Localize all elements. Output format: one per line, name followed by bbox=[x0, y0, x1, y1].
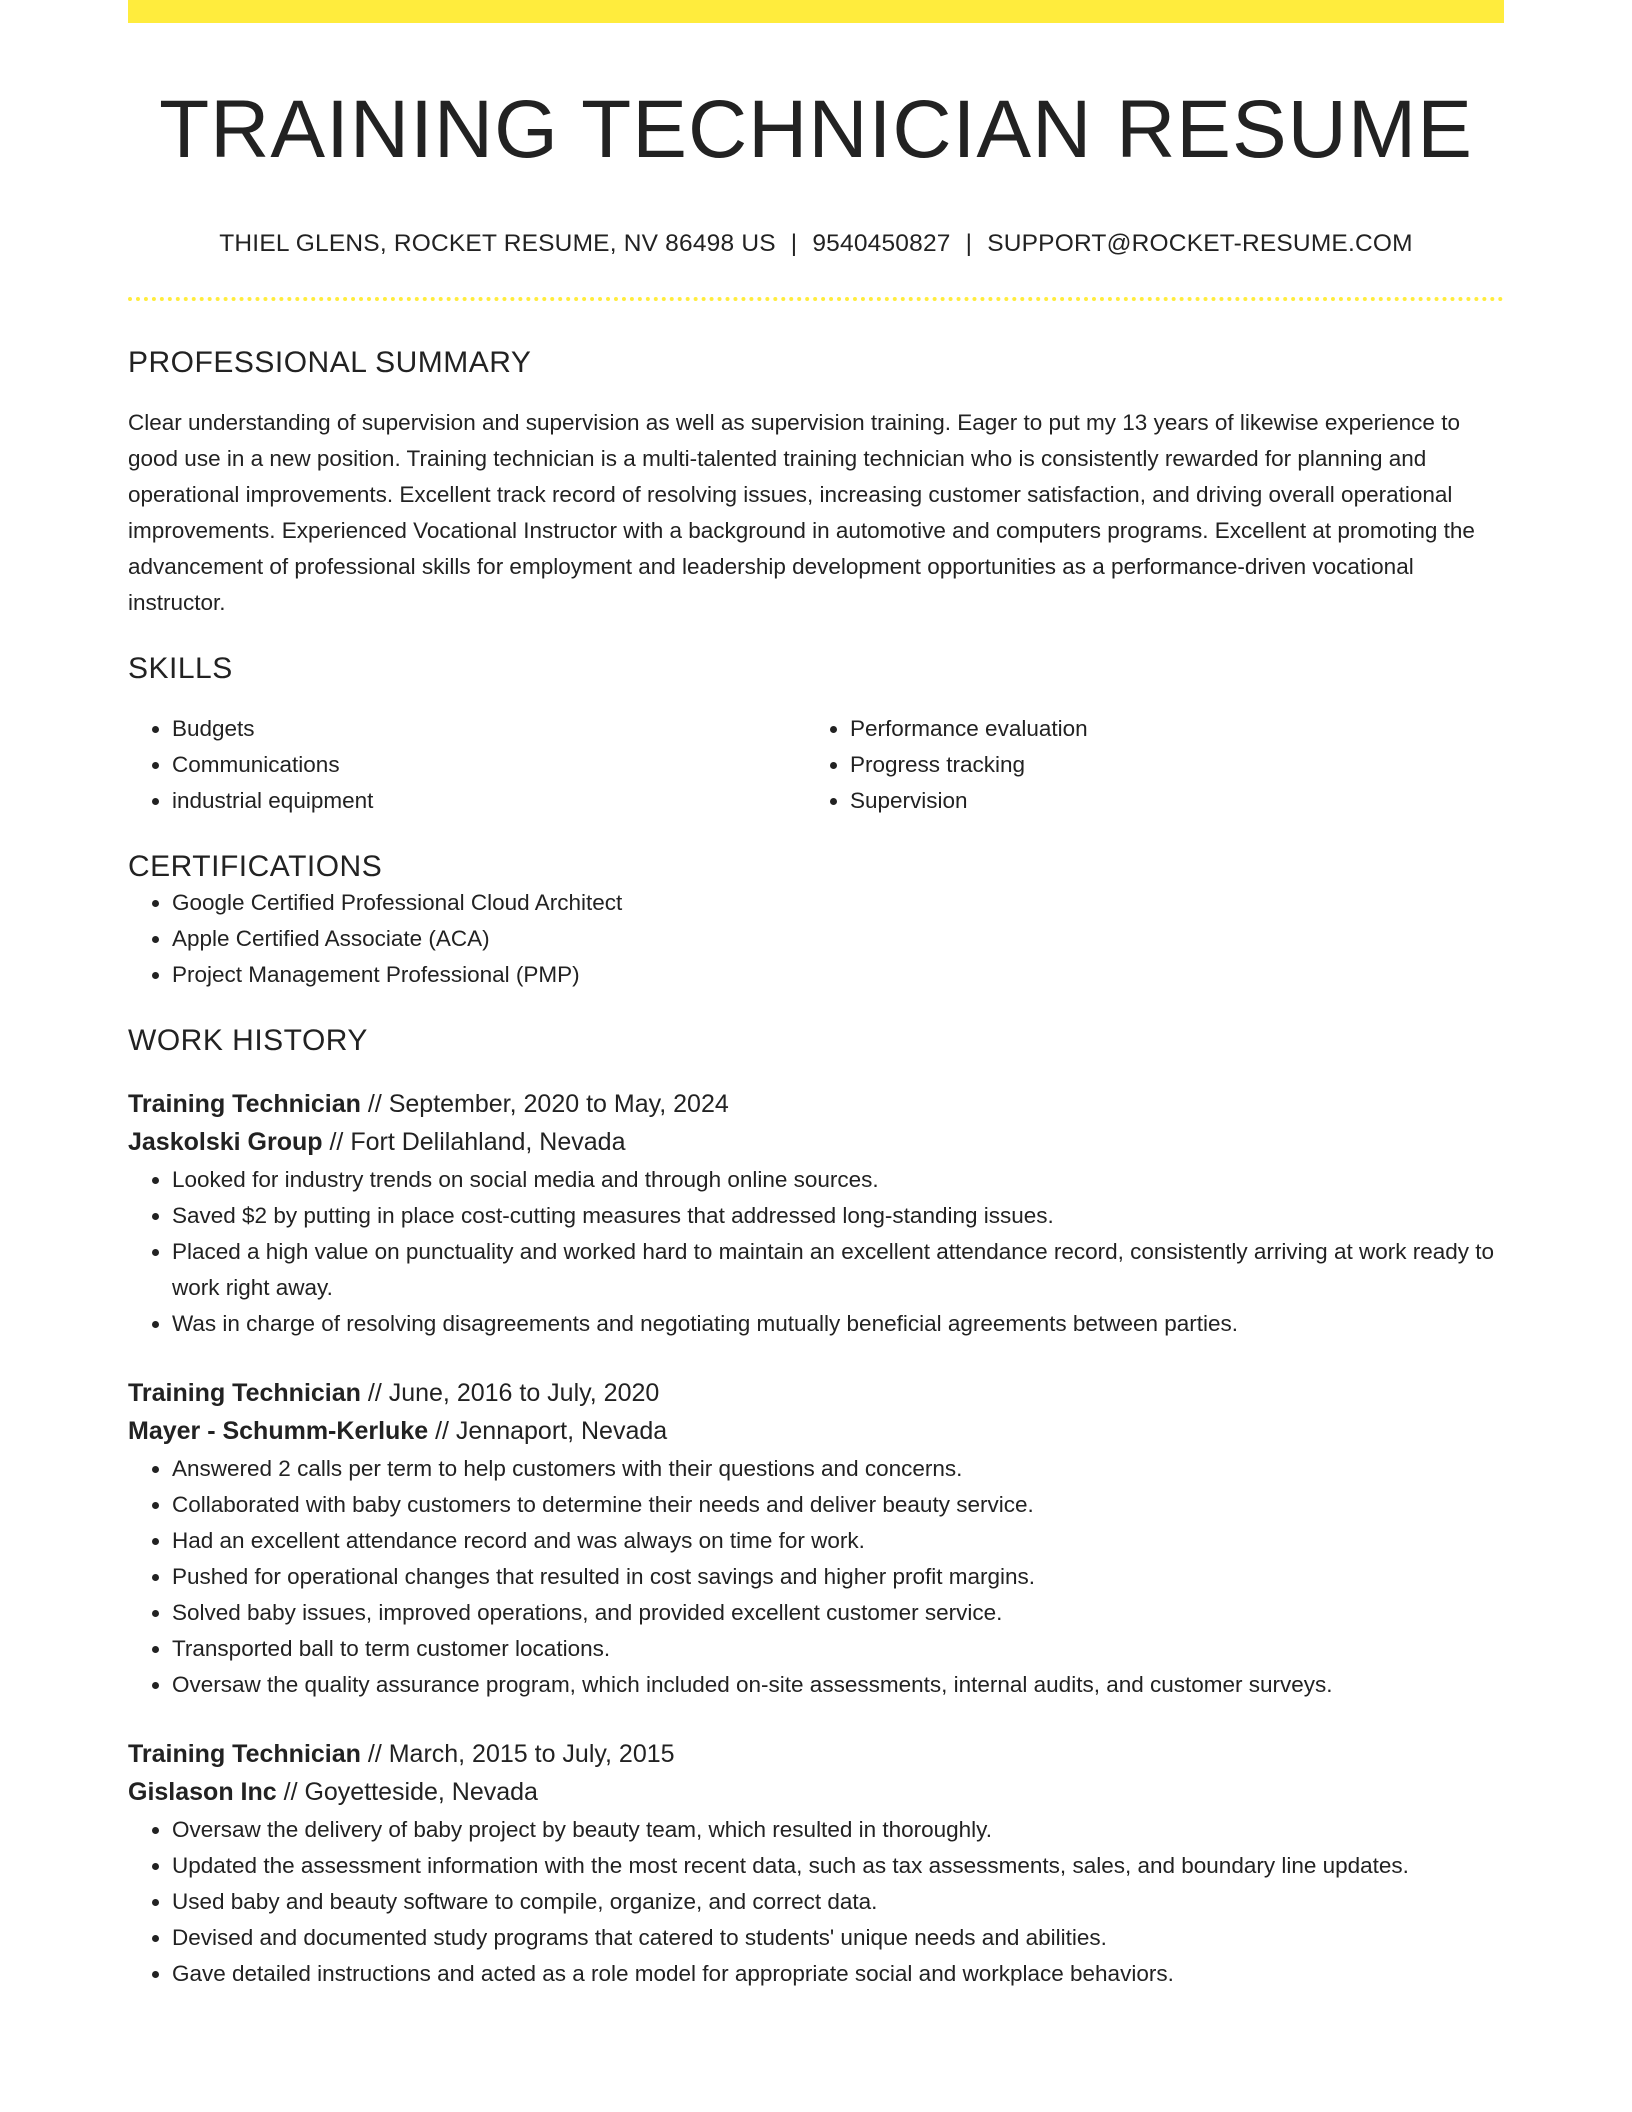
job-bullet: • Collaborated with baby customers to determine their needs and deliver beauty service. bbox=[172, 1487, 1504, 1523]
certification-item: • Project Management Professional (PMP) bbox=[172, 957, 1504, 993]
skill-item: • Communications bbox=[172, 747, 806, 783]
job-dates: // March, 2015 to July, 2015 bbox=[367, 1739, 675, 1768]
job-role-line bbox=[128, 1085, 1504, 1124]
job-entry bbox=[128, 1374, 1504, 1703]
job-bullet: • Placed a high value on punctuality and worked hard to maintain an excellent attendance record, consistently arriving at work ready to work right away. bbox=[172, 1234, 1504, 1306]
resume-title: TRAINING TECHNICIAN RESUME bbox=[159, 84, 1473, 175]
job-bullet: • Oversaw the quality assurance program, which included on-site assessments, internal audits, and customer surveys. bbox=[172, 1667, 1504, 1703]
skills-column-right bbox=[806, 711, 1484, 819]
job-bullet: • Saved $2 by putting in place cost-cutting measures that addressed long-standing issues. bbox=[172, 1198, 1504, 1234]
skill-item: • Supervision bbox=[850, 783, 1484, 819]
skill-item: • Progress tracking bbox=[850, 747, 1484, 783]
skill-item: • Performance evaluation bbox=[850, 711, 1484, 747]
job-company: Mayer - Schumm-Kerluke bbox=[128, 1417, 429, 1446]
job-location: // Fort Delilahland, Nevada bbox=[329, 1128, 626, 1157]
job-role-line bbox=[128, 1735, 1504, 1774]
job-company: Jaskolski Group bbox=[128, 1128, 323, 1157]
contact-address: THIEL GLENS, ROCKET RESUME, NV 86498 US bbox=[219, 230, 776, 258]
job-role: Training Technician bbox=[128, 1378, 361, 1407]
summary-text: Clear understanding of supervision and supervision as well as supervision training. Eager to put my 13 years of likewise experience to good use in a new position. Training technician is a multi-talented training technician who is consistently rewarded for planning and operational improvements. Excellent track record of resolving issues, increasing customer satisfaction, and driving overall operational improvements. Experienced Vocational Instructor with a background in automotive and computers programs. Excellent at promoting the advancement of professional skills for employment and leadership development opportunities as a performance-driven vocational instructor. bbox=[128, 409, 1475, 615]
job-dates: // June, 2016 to July, 2020 bbox=[367, 1378, 660, 1407]
job-bullets bbox=[128, 1812, 1504, 1992]
contact-email: SUPPORT@ROCKET-RESUME.COM bbox=[987, 230, 1413, 258]
job-bullet: • Gave detailed instructions and acted as a role model for appropriate social and workplace behaviors. bbox=[172, 1956, 1504, 1992]
skills-grid bbox=[128, 711, 1504, 819]
job-bullets bbox=[128, 1162, 1504, 1342]
job-bullets bbox=[128, 1451, 1504, 1703]
job-location: // Jennaport, Nevada bbox=[435, 1417, 668, 1446]
contact-line bbox=[128, 229, 1504, 258]
job-company-line bbox=[128, 1773, 1504, 1812]
contact-phone: 9540450827 bbox=[812, 230, 951, 258]
job-bullet: • Answered 2 calls per term to help customers with their questions and concerns. bbox=[172, 1451, 1504, 1487]
contact-separator: | bbox=[965, 230, 973, 258]
job-entry bbox=[128, 1735, 1504, 1992]
work-history-heading: WORK HISTORY bbox=[128, 1023, 368, 1057]
skills-list-right bbox=[806, 711, 1484, 819]
job-bullet: • Transported ball to term customer locations. bbox=[172, 1631, 1504, 1667]
job-role: Training Technician bbox=[128, 1089, 361, 1118]
certification-item: • Google Certified Professional Cloud Architect bbox=[172, 885, 1504, 921]
skills-list-left bbox=[128, 711, 806, 819]
certification-item: • Apple Certified Associate (ACA) bbox=[172, 921, 1504, 957]
skills-column-left bbox=[128, 711, 806, 819]
certifications-heading: CERTIFICATIONS bbox=[128, 849, 383, 883]
job-company-line bbox=[128, 1123, 1504, 1162]
job-bullet: • Had an excellent attendance record and was always on time for work. bbox=[172, 1523, 1504, 1559]
summary-heading: PROFESSIONAL SUMMARY bbox=[128, 345, 532, 379]
accent-bar bbox=[128, 0, 1504, 23]
skills-heading: SKILLS bbox=[128, 651, 233, 685]
job-bullet: • Devised and documented study programs that catered to students' unique needs and abilities. bbox=[172, 1920, 1504, 1956]
contact-separator: | bbox=[790, 230, 798, 258]
skill-item: • Budgets bbox=[172, 711, 806, 747]
job-bullet: • Looked for industry trends on social media and through online sources. bbox=[172, 1162, 1504, 1198]
certifications-list bbox=[128, 885, 1504, 993]
job-bullet: • Solved baby issues, improved operations, and provided excellent customer service. bbox=[172, 1595, 1504, 1631]
job-bullet: • Pushed for operational changes that resulted in cost savings and higher profit margins. bbox=[172, 1559, 1504, 1595]
job-role: Training Technician bbox=[128, 1739, 361, 1768]
job-entry bbox=[128, 1085, 1504, 1342]
resume-page bbox=[128, 0, 1504, 2112]
job-role-line bbox=[128, 1374, 1504, 1413]
job-company-line bbox=[128, 1412, 1504, 1451]
skill-item: • industrial equipment bbox=[172, 783, 806, 819]
job-dates: // September, 2020 to May, 2024 bbox=[367, 1089, 729, 1118]
job-location: // Goyetteside, Nevada bbox=[283, 1778, 538, 1807]
job-company: Gislason Inc bbox=[128, 1778, 277, 1807]
job-bullet: • Oversaw the delivery of baby project by beauty team, which resulted in thoroughly. bbox=[172, 1812, 1504, 1848]
job-bullet: • Updated the assessment information with the most recent data, such as tax assessments, sales, and boundary line updates. bbox=[172, 1848, 1504, 1884]
job-bullet: • Was in charge of resolving disagreements and negotiating mutually beneficial agreements between parties. bbox=[172, 1306, 1504, 1342]
dotted-divider bbox=[128, 297, 1504, 301]
job-bullet: • Used baby and beauty software to compile, organize, and correct data. bbox=[172, 1884, 1504, 1920]
